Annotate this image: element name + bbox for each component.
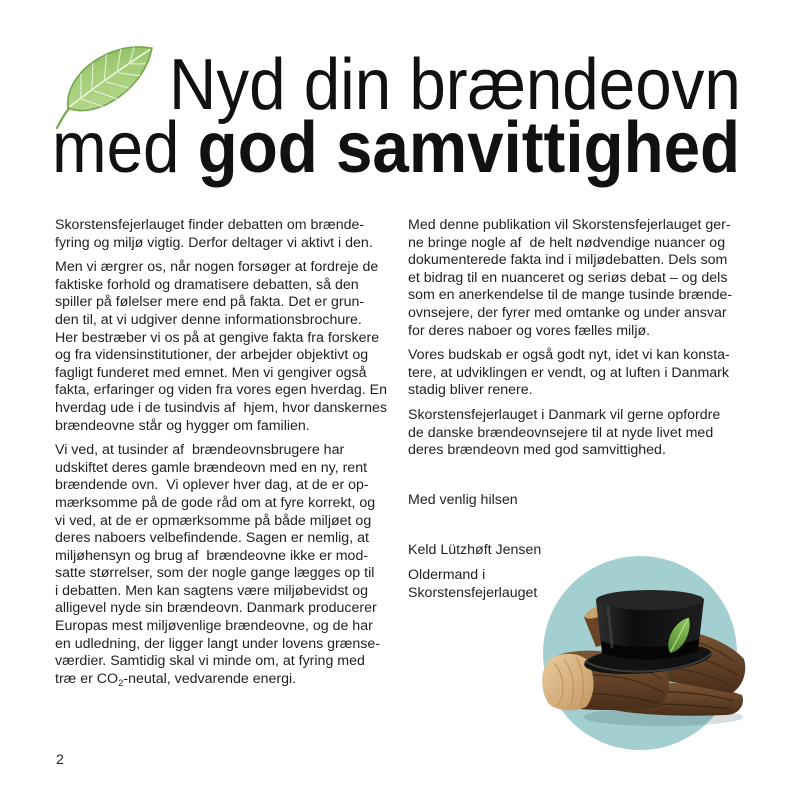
text-line: fagligt funderet med emnet. Men vi gengiver også <box>55 364 367 381</box>
text-line: dokumenterede fakta ind i miljødebatten. Dels som <box>408 252 728 269</box>
headline-line-1: Nyd din brændeovn <box>169 45 741 125</box>
text-line: Men vi ærgrer os, når nogen forsøger at fordreje de <box>55 259 379 276</box>
headline-line-2 <box>52 108 741 188</box>
paragraph <box>408 407 748 460</box>
text-segment: træ er CO <box>55 670 119 687</box>
text-segment: -neutal, vedvarende energi. <box>123 670 297 687</box>
page-number: 2 <box>56 752 64 768</box>
top-hat-on-firewood-illustration <box>538 555 748 755</box>
text-line: ovnsejere, der fyrer med omtanke og under ansvar <box>408 304 727 321</box>
salutation: Med venlig hilsen <box>408 492 518 508</box>
text-line: udskiftet deres gamle brændeovn med en ny, rent <box>55 459 368 476</box>
paragraph <box>55 442 395 688</box>
text-line: i debatten. Men kan sagtens være miljøbevidst og <box>55 582 369 599</box>
text-line: stadig bliver renere. <box>408 382 533 399</box>
text-line: mærksomme på de gode råd om at fyre korrekt, og <box>55 494 376 511</box>
text-line: for deres naboer og vores fælles miljø. <box>408 322 651 339</box>
text-line: Vi ved, at tusinder af brændeovnsbrugere har <box>55 442 345 459</box>
left-text-column <box>55 217 395 695</box>
text-line: faktiske forhold og dramatisere debatten, så den <box>55 276 359 293</box>
text-line: fakta, erfaringer og viden fra vores egen hverdag. En <box>55 382 388 399</box>
text-line: Vores budskab er også godt nyt, idet vi kan konsta- <box>408 347 730 364</box>
text-line: en udledning, der ligger langt under lovens grænse- <box>55 635 380 652</box>
text-line: spiller på følelser mere end på fakta. Det er grun- <box>55 294 365 311</box>
text-line: som en anerkendelse til de mange tusinde brænde- <box>408 287 733 304</box>
text-line: Skorstensfejerlauget i Danmark vil gerne opfordre <box>408 406 721 423</box>
paragraph <box>55 217 395 252</box>
text-line: deres brændeovn med god samvittighed. <box>408 442 666 459</box>
right-text-column <box>408 217 748 467</box>
signer-title-line-2: Skorstensfejerlauget <box>408 584 538 601</box>
text-line: tere, at udviklingen er vendt, og at luften i Danmark <box>408 364 729 381</box>
text-line: Med denne publikation vil Skorstensfejerlauget ger- <box>408 217 731 233</box>
text-line: Skorstensfejerlauget finder debatten om brænde- <box>55 217 365 233</box>
text-line: miljøhensyn og brug af brændeovne ikke er mod- <box>55 547 369 564</box>
text-line: den til, at vi udgiver denne informationsbrochure. <box>55 311 362 328</box>
paragraph <box>408 217 748 340</box>
text-line: deres naboers velbefindende. Sagen er nemlig, at <box>55 530 369 547</box>
subscript-two: 2 <box>118 677 124 689</box>
text-line: vi ved, at de er opmærksomme på både miljøet og <box>55 512 372 529</box>
text-line: hverdag ude i de tusindvis af hjem, hvor danskernes <box>55 399 388 416</box>
text-line: Her bestræber vi os på at gengive fakta fra forskere <box>55 329 380 346</box>
text-line: og fra vidensinstitutioner, der arbejder objektivt og <box>55 347 369 364</box>
text-line: et bidrag til en nuanceret og seriøs debat – og dels <box>408 269 728 286</box>
text-line: Europas mest miljøvenlige brændeovne, og de har <box>55 618 373 635</box>
hat-top <box>596 590 704 610</box>
text-line: de danske brændeovnsejere til at nyde livet med <box>408 424 714 441</box>
headline-regular-word: med <box>52 108 180 188</box>
paragraph <box>55 259 395 435</box>
signer-name: Keld Lützhøft Jensen <box>408 542 542 558</box>
signer-title-line-1: Oldermand i <box>408 567 486 583</box>
headline-bold-phrase: god samvittighed <box>197 108 741 188</box>
text-line: alligevel nyde sin brændeovn. Danmark producerer <box>55 600 377 617</box>
text-line <box>55 671 395 689</box>
paragraph <box>408 347 748 400</box>
text-line: brændende ovn. Vi oplever hver dag, at de er op- <box>55 477 369 494</box>
text-line: værdier. Samtidig skal vi minde om, at fyring med <box>55 653 365 670</box>
text-line: ne bringe nogle af de helt nødvendige nuancer og <box>408 234 726 251</box>
text-line: satte størrelser, som der nogle gange lægges op til <box>55 565 375 582</box>
text-line: brændeovne står og hygger om familien. <box>55 417 310 434</box>
text-line: fyring og miljø vigtig. Derfor deltager vi aktivt i den. <box>55 234 373 251</box>
